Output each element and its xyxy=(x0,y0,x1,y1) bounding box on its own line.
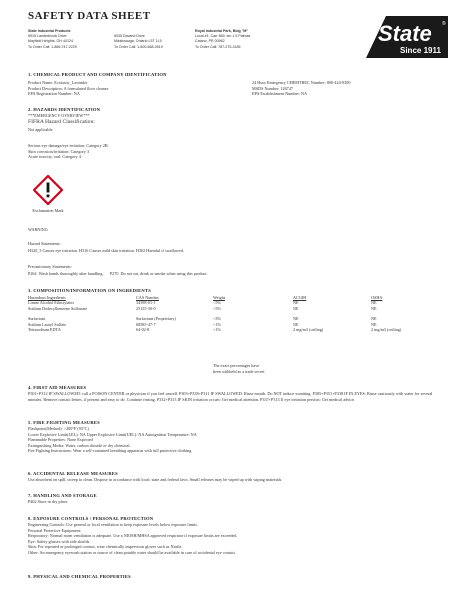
exposure-controls-text xyxy=(28,522,237,556)
section-8-heading: 8. EXPOSURE CONTROLS / PERSONAL PROTECTION xyxy=(28,516,154,521)
table-cell: 64-02-8 xyxy=(136,327,150,332)
exposure-line: Other: An emergency eyewash station or source of clean potable water should be available in case of accidental eye contact. xyxy=(28,549,236,555)
product-name: Product Name: Ecotastic_Lavender xyxy=(28,80,88,85)
signal-word: WARNING xyxy=(28,227,48,232)
first-aid-text: P301+P312 IF SWALLOWED: call a POISON CENTER or physician if you feel unwell. P303+P338+P311 IF SWALLOWED: Rinse mouth. Do NOT induce vomiting. P305+P351+P338 IF IN EYES: Rinse cautiously with water for several minutes. Remove contact lenses, if present and easy to do. Continue rinsing. P332+P313 IF SKIN irritation occurs: Get medical attention. P337+P313 If eye irritation persists: Get medical advice. xyxy=(28,391,433,402)
fire-line: Flammable Properties: None Expected xyxy=(28,437,93,443)
exposure-line: Eye: Safety glasses with side shields. xyxy=(28,538,91,544)
table-cell: 2 mg/m3 (ceiling) xyxy=(293,327,324,332)
product-identification-right xyxy=(252,80,350,97)
precautionary-statements: P264 Wash hands thoroughly after handling. P270 Do not eat, drink or smoke when using this product. xyxy=(28,271,208,276)
table-cell: NE xyxy=(293,300,299,305)
table-cell: 68585-47-7 xyxy=(136,321,156,327)
ghs-item: Acute toxicity, oral: Category 4 xyxy=(28,154,81,160)
table-cell: 25155-30-0 xyxy=(136,305,156,311)
epa-establishment: EPA Establishment Number: NA xyxy=(252,91,308,97)
note-line: The exact percentages have xyxy=(213,363,260,368)
accidental-release-text: Use absorbent on spill, sweep to clean. Dispose in accordance with local, state and federal laws. Small releases may be wiped up with wiping materials. xyxy=(28,477,283,482)
table-cell: NE xyxy=(293,321,299,327)
table-cell: Surfactant (Proprietary) xyxy=(136,316,176,321)
exposure-line: Personal Protective Equipment: xyxy=(28,527,82,533)
section-5-heading: 5. FIRE FIGHTING MEASURES xyxy=(28,420,100,425)
epa-registration: EPA Registration Number: NA xyxy=(28,91,80,97)
handling-storage-text: P402 Store in dry place. xyxy=(28,499,69,504)
address-block-2 xyxy=(114,34,163,50)
address-line: 6935 Davand Drive xyxy=(114,34,145,39)
fire-line: Extinguishing Media: Water, carbon dioxide or dry chemical. xyxy=(28,442,131,448)
table-header: Weight xyxy=(213,295,225,300)
address-line: To Order Call: 787-275-3185 xyxy=(195,44,241,49)
fifra-value: Not applicable xyxy=(28,127,53,132)
address-line: Catano, PR 00962 xyxy=(195,39,225,44)
address-line: To Order Call: 1-866-747-2229 xyxy=(28,44,77,49)
section-9-heading: 9. PHYSICAL AND CHEMICAL PROPERTIES xyxy=(28,574,131,579)
table-cell: Sodium Dodecylbenzene Sulfonate xyxy=(28,305,88,311)
table-cell: <3% xyxy=(213,316,221,321)
ghs-item: Skin corrosion/irritation: Category 3 xyxy=(28,148,90,154)
address-block-3 xyxy=(195,29,250,50)
table-cell: <1% xyxy=(213,327,221,332)
logo-registered-mark: ® xyxy=(442,21,446,27)
fire-line: Lower Explosive Limit(LEL): NA Upper Explosive Limit(UEL): NA Autoignition Temperature: NA xyxy=(28,431,197,437)
exposure-line: Engineering Controls: Use general or local ventilation to keep exposure levels below exposure limits. xyxy=(28,522,199,527)
table-cell: 34398-01-1 xyxy=(136,300,156,305)
document-title: SAFETY DATA SHEET xyxy=(28,10,151,22)
table-cell: NE xyxy=(371,305,377,311)
table-header: ACGIH xyxy=(293,295,307,300)
table-cell: NE xyxy=(371,316,377,321)
address-line: To Order Call: 1-800-668-0519 xyxy=(114,44,163,49)
section-3-heading: 3. COMPOSITION/INFORMATION ON INGREDIENTS xyxy=(28,288,151,293)
product-description: Product Description: A formulated floor cleaner. xyxy=(28,85,109,91)
table-cell: NE xyxy=(371,300,377,305)
section-1-heading: 1. CHEMICAL PRODUCT AND COMPANY IDENTIFICATION xyxy=(28,72,167,77)
exposure-line: Respiratory: Normal room ventilation is adequate. Use a NIOSH/MHSA approved respirator if exposure limits are exceeded. xyxy=(28,533,238,539)
table-cell: NE xyxy=(293,316,299,321)
pictogram-label: Exclamation Mark xyxy=(32,208,64,213)
address-line: Mississauga, Ontario L5T 1L5 xyxy=(114,39,162,44)
table-cell: Tetrasodium EDTA xyxy=(28,327,61,332)
precautionary-statements-label: Precautionary Statements: xyxy=(28,264,72,269)
address-line: Mayfield Heights, OH 44124 xyxy=(28,39,73,44)
section-4-heading: 4. FIRST AID MEASURES xyxy=(28,385,87,390)
address-block-1 xyxy=(28,29,77,50)
hazard-statements: H320_3 Causes eye irritation. H316 Causes mild skin irritation. H302 Harmful if swallowed. xyxy=(28,248,184,253)
trade-secret-note xyxy=(213,363,265,374)
hazard-statements-label: Hazard Statements: xyxy=(28,241,61,246)
state-logo xyxy=(352,16,448,58)
table-header: Hazardous Ingredients xyxy=(28,295,66,300)
table-cell: <5% xyxy=(213,305,221,311)
table-cell: <1% xyxy=(213,321,221,327)
ghs-item: Serious eye damage/eye irritation: Category 2B xyxy=(28,143,108,148)
fire-line: Flashpoint(Method): >200°F (93°C) xyxy=(28,426,89,431)
fire-line: Fire Fighting Instructions: Wear a self-contained breathing apparatus with full protective clothing. xyxy=(28,448,193,454)
table-cell: <5% xyxy=(213,300,221,305)
address-line: 5915 Landerbrook Drive xyxy=(28,34,67,39)
table-cell: Surfactant xyxy=(28,316,46,321)
section-6-heading: 6. ACCIDENTAL RELEASE MEASURES xyxy=(28,471,118,476)
note-line: been withheld as a trade secret. xyxy=(213,368,266,374)
msds-number: MSDS Number: 126747 xyxy=(252,85,293,91)
section-7-heading: 7. HANDLING AND STORAGE xyxy=(28,493,97,498)
emergency-overview: ***EMERGENCY OVERVIEW*** xyxy=(28,113,90,118)
table-header: OSHA xyxy=(371,295,383,300)
address-line: Local #1, Carr 869, km 1.5 Palmas xyxy=(195,34,251,39)
logo-tagline: Since 1911 xyxy=(400,46,441,55)
exposure-line: Skin: For repeated or prolonged contact, wear chemically impervious gloves such as Nitrile. xyxy=(28,544,183,550)
table-cell: Sodium Lauryl Sulfate xyxy=(28,321,67,327)
fifra-classification: FIFRA Hazard Classification: xyxy=(28,119,95,125)
table-header: CAS Number xyxy=(136,295,159,300)
logo-word: State xyxy=(378,21,432,46)
ghs-classification xyxy=(28,143,108,160)
table-cell: 2 mg/m3 (ceiling) xyxy=(371,327,402,332)
table-cell: NE xyxy=(371,321,377,327)
exclamation-mark-pictogram-icon xyxy=(33,175,63,205)
product-identification-left xyxy=(28,80,109,97)
emergency-number: 24 Hour Emergency CHEMTREC Number: 800-424-9300 xyxy=(252,80,351,85)
table-cell: NE xyxy=(293,305,299,311)
fire-fighting-text xyxy=(28,426,197,454)
company-name: State Industrial Products xyxy=(28,29,71,33)
facility-name: Royal Industrial Park, Bldg "M" xyxy=(195,29,249,33)
table-cell: Linear Alcohol Ethoxylates xyxy=(28,300,75,305)
section-2-heading: 2. HAZARDS IDENTIFICATION xyxy=(28,107,101,112)
